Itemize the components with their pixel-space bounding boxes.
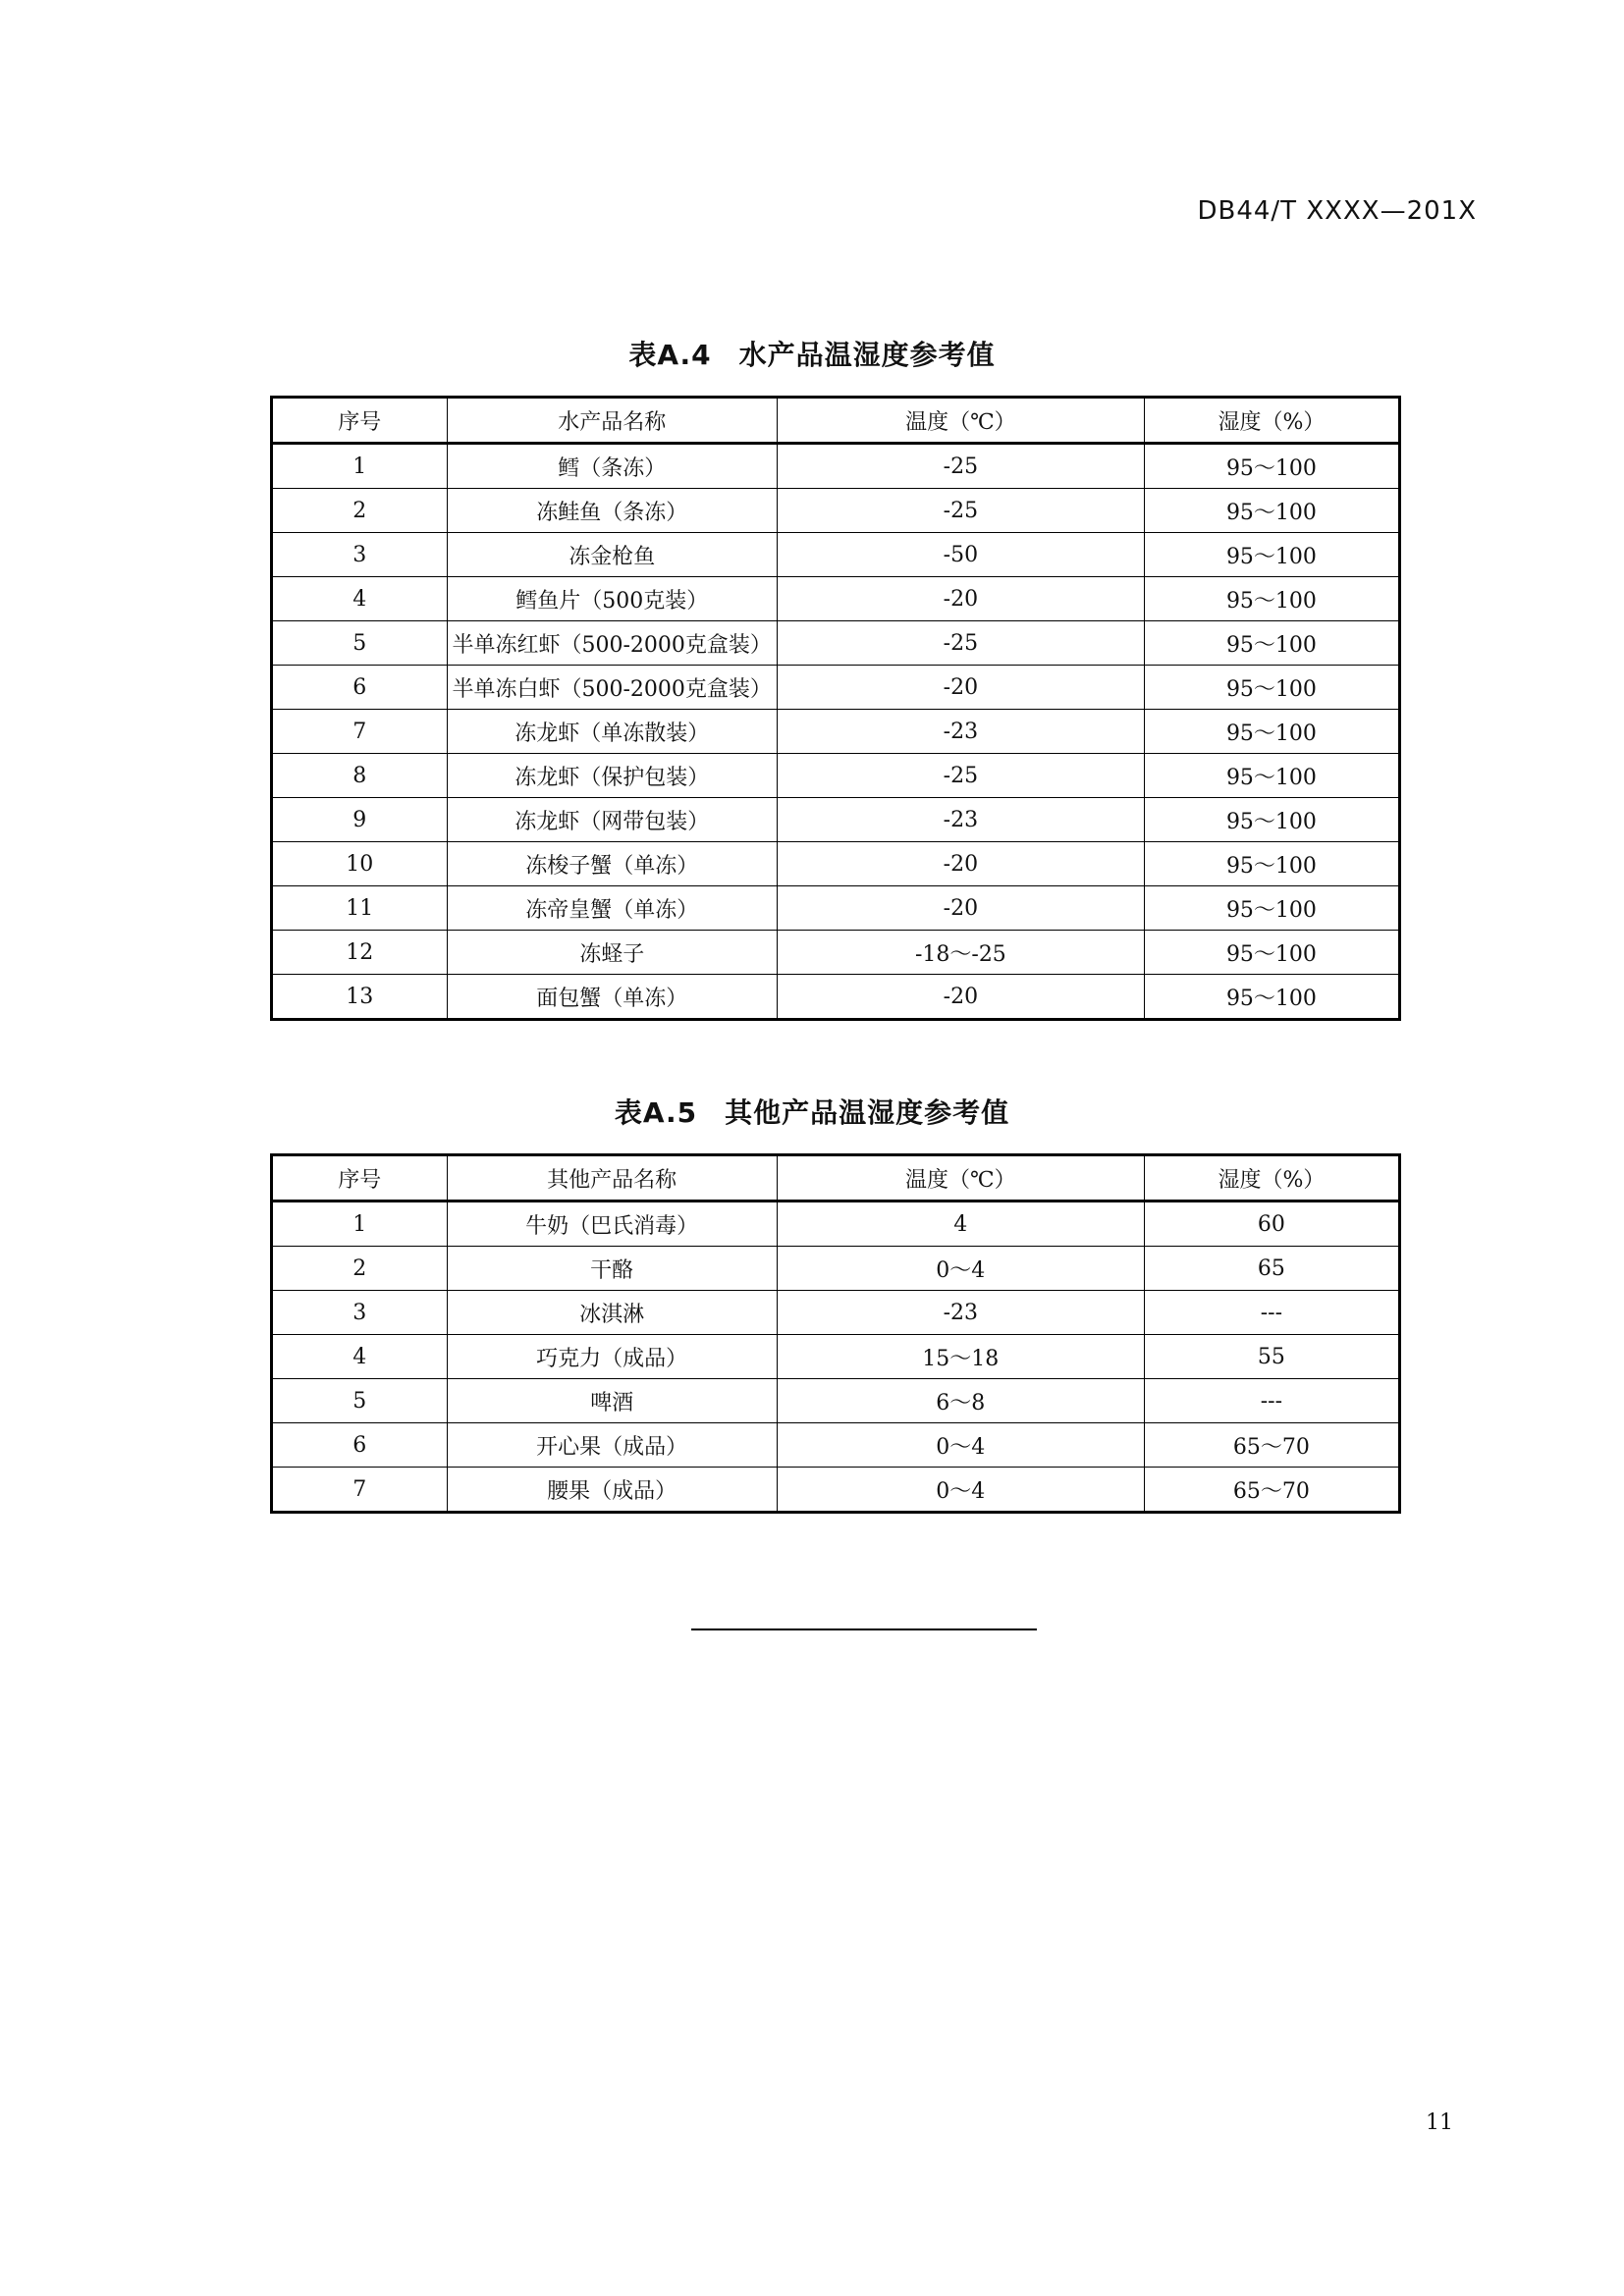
cell-temperature: -25 <box>777 621 1144 666</box>
cell-product-name: 冻帝皇蟹（单冻） <box>447 886 777 931</box>
cell-humidity: 65～70 <box>1144 1468 1399 1513</box>
column-header-name: 其他产品名称 <box>447 1155 777 1201</box>
column-header-index: 序号 <box>272 398 448 444</box>
page-number: 11 <box>1426 2110 1453 2135</box>
cell-product-name: 半单冻白虾（500-2000克盒装） <box>447 666 777 710</box>
table-a4-caption <box>0 334 1624 373</box>
cell-temperature: -23 <box>777 710 1144 754</box>
table-a4-title: 水产品温湿度参考值 <box>738 339 996 371</box>
cell-product-name: 冻金枪鱼 <box>447 533 777 577</box>
table-row <box>272 1423 1400 1468</box>
table-row <box>272 710 1400 754</box>
table-row <box>272 1335 1400 1379</box>
cell-product-name: 半单冻红虾（500-2000克盒装） <box>447 621 777 666</box>
cell-temperature: 0～4 <box>777 1423 1144 1468</box>
table-row <box>272 798 1400 842</box>
table-a4-number: 表A.4 <box>628 339 712 371</box>
cell-temperature: 0～4 <box>777 1247 1144 1291</box>
cell-index: 10 <box>272 842 448 886</box>
cell-index: 13 <box>272 975 448 1020</box>
cell-temperature: -20 <box>777 975 1144 1020</box>
cell-index: 7 <box>272 710 448 754</box>
cell-temperature: -20 <box>777 842 1144 886</box>
cell-index: 5 <box>272 1379 448 1423</box>
cell-index: 12 <box>272 931 448 975</box>
table-a4 <box>270 396 1401 1021</box>
cell-index: 4 <box>272 1335 448 1379</box>
document-code: DB44/T XXXX—201X <box>1197 196 1477 226</box>
cell-index: 1 <box>272 444 448 489</box>
cell-temperature: 4 <box>777 1201 1144 1247</box>
column-header-humidity: 湿度（%） <box>1144 398 1399 444</box>
cell-humidity: 95～100 <box>1144 975 1399 1020</box>
cell-humidity: --- <box>1144 1291 1399 1335</box>
table-row <box>272 931 1400 975</box>
cell-product-name: 面包蟹（单冻） <box>447 975 777 1020</box>
cell-humidity: 95～100 <box>1144 577 1399 621</box>
table-row <box>272 533 1400 577</box>
cell-product-name: 鳕（条冻） <box>447 444 777 489</box>
cell-humidity: 95～100 <box>1144 621 1399 666</box>
table-row <box>272 666 1400 710</box>
cell-index: 2 <box>272 1247 448 1291</box>
cell-humidity: 55 <box>1144 1335 1399 1379</box>
table-row <box>272 1468 1400 1513</box>
table-row <box>272 1201 1400 1247</box>
cell-humidity: 95～100 <box>1144 886 1399 931</box>
cell-product-name: 冻龙虾（网带包装） <box>447 798 777 842</box>
cell-temperature: -23 <box>777 798 1144 842</box>
table-header-row <box>272 1155 1400 1201</box>
cell-humidity: 95～100 <box>1144 710 1399 754</box>
cell-product-name: 冻蛏子 <box>447 931 777 975</box>
column-header-name: 水产品名称 <box>447 398 777 444</box>
cell-index: 4 <box>272 577 448 621</box>
cell-temperature: -20 <box>777 886 1144 931</box>
cell-product-name: 冻鲑鱼（条冻） <box>447 489 777 533</box>
table-a5-body <box>272 1201 1400 1513</box>
cell-humidity: 95～100 <box>1144 444 1399 489</box>
cell-temperature: -18～-25 <box>777 931 1144 975</box>
cell-humidity: 60 <box>1144 1201 1399 1247</box>
cell-product-name: 冻梭子蟹（单冻） <box>447 842 777 886</box>
table-a5 <box>270 1153 1401 1514</box>
cell-product-name: 冰淇淋 <box>447 1291 777 1335</box>
cell-index: 8 <box>272 754 448 798</box>
cell-humidity: 95～100 <box>1144 754 1399 798</box>
table-row <box>272 754 1400 798</box>
table-row <box>272 1379 1400 1423</box>
cell-index: 2 <box>272 489 448 533</box>
column-header-humidity: 湿度（%） <box>1144 1155 1399 1201</box>
cell-humidity: 95～100 <box>1144 931 1399 975</box>
cell-temperature: -23 <box>777 1291 1144 1335</box>
cell-product-name: 啤酒 <box>447 1379 777 1423</box>
cell-humidity: --- <box>1144 1379 1399 1423</box>
cell-temperature: -20 <box>777 577 1144 621</box>
cell-temperature: -25 <box>777 489 1144 533</box>
table-header-row <box>272 398 1400 444</box>
cell-humidity: 65～70 <box>1144 1423 1399 1468</box>
cell-temperature: -25 <box>777 444 1144 489</box>
cell-product-name: 腰果（成品） <box>447 1468 777 1513</box>
cell-product-name: 冻龙虾（单冻散装） <box>447 710 777 754</box>
cell-humidity: 95～100 <box>1144 666 1399 710</box>
cell-humidity: 95～100 <box>1144 489 1399 533</box>
cell-product-name: 巧克力（成品） <box>447 1335 777 1379</box>
cell-index: 6 <box>272 1423 448 1468</box>
cell-index: 5 <box>272 621 448 666</box>
cell-temperature: 0～4 <box>777 1468 1144 1513</box>
table-row <box>272 444 1400 489</box>
cell-temperature: 6～8 <box>777 1379 1144 1423</box>
cell-humidity: 95～100 <box>1144 798 1399 842</box>
table-row <box>272 489 1400 533</box>
cell-product-name: 牛奶（巴氏消毒） <box>447 1201 777 1247</box>
cell-temperature: -20 <box>777 666 1144 710</box>
cell-temperature: -50 <box>777 533 1144 577</box>
column-header-index: 序号 <box>272 1155 448 1201</box>
table-a5-number: 表A.5 <box>614 1096 698 1129</box>
table-row <box>272 975 1400 1020</box>
cell-index: 6 <box>272 666 448 710</box>
table-row <box>272 1247 1400 1291</box>
table-a5-caption <box>0 1092 1624 1131</box>
table-row <box>272 621 1400 666</box>
cell-index: 3 <box>272 1291 448 1335</box>
cell-product-name: 干酪 <box>447 1247 777 1291</box>
cell-index: 3 <box>272 533 448 577</box>
table-row <box>272 842 1400 886</box>
table-a5-title: 其他产品温湿度参考值 <box>725 1096 1010 1129</box>
cell-index: 7 <box>272 1468 448 1513</box>
table-row <box>272 1291 1400 1335</box>
table-row <box>272 886 1400 931</box>
cell-product-name: 鳕鱼片（500克装） <box>447 577 777 621</box>
cell-index: 1 <box>272 1201 448 1247</box>
table-a4-body <box>272 444 1400 1020</box>
cell-temperature: 15～18 <box>777 1335 1144 1379</box>
cell-product-name: 冻龙虾（保护包装） <box>447 754 777 798</box>
column-header-temperature: 温度（℃） <box>777 398 1144 444</box>
cell-temperature: -25 <box>777 754 1144 798</box>
cell-humidity: 95～100 <box>1144 842 1399 886</box>
cell-index: 11 <box>272 886 448 931</box>
cell-humidity: 95～100 <box>1144 533 1399 577</box>
cell-humidity: 65 <box>1144 1247 1399 1291</box>
end-of-document-rule <box>691 1629 1037 1630</box>
cell-product-name: 开心果（成品） <box>447 1423 777 1468</box>
column-header-temperature: 温度（℃） <box>777 1155 1144 1201</box>
table-row <box>272 577 1400 621</box>
cell-index: 9 <box>272 798 448 842</box>
